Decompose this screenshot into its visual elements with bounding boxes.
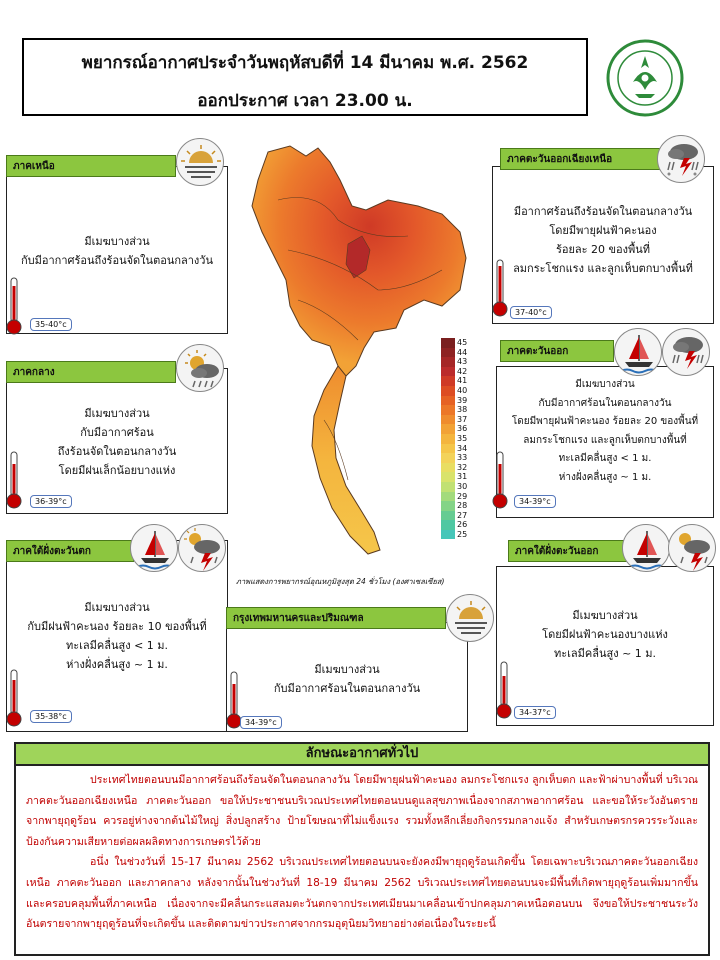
legend-label: 29 — [457, 491, 468, 501]
legend-swatch — [441, 405, 455, 415]
legend-swatch — [441, 463, 455, 473]
region-south-east-text — [500, 606, 710, 663]
legend-swatch — [441, 367, 455, 377]
region-north-label: ภาคเหนือ — [6, 155, 176, 177]
south-west-line: กับมีฝนฟ้าคะนอง ร้อยละ 10 ของพื้นที่ — [27, 620, 207, 633]
region-south-west-label: ภาคใต้ฝั่งตะวันตก — [6, 540, 134, 562]
forecast-date-title: พยากรณ์อากาศประจำวันพฤหัสบดีที่ 14 มีนาคม พ.ศ. 2562 — [81, 53, 529, 73]
legend-swatch — [441, 424, 455, 434]
map-caption: ภาพแสดงการพยากรณ์อุณหภูมิสูงสุด 24 ชั่วโมง (องศาเซลเซียส) — [236, 577, 445, 586]
east-line: โดยมีพายุฝนฟ้าคะนอง ร้อยละ 20 ของพื้นที่ — [511, 416, 699, 428]
sailboat-icon — [130, 524, 178, 572]
general-conditions-body — [26, 770, 698, 935]
south-west-line: มีเมฆบางส่วน — [84, 601, 150, 614]
northeast-line: มีอากาศร้อนถึงร้อนจัดในตอนกลางวัน — [513, 205, 693, 218]
legend-label: 43 — [457, 357, 468, 367]
bangkok-line: มีเมฆบางส่วน — [314, 663, 380, 676]
header-title-box — [22, 38, 588, 116]
legend-swatch — [441, 415, 455, 425]
legend-label: 31 — [457, 472, 468, 482]
legend-label: 32 — [457, 462, 468, 472]
central-line: มีเมฆบางส่วน — [84, 407, 150, 420]
region-south-west-text — [14, 598, 220, 674]
legend-label: 35 — [457, 433, 468, 443]
legend-label: 44 — [457, 347, 468, 357]
hailstorm-icon — [662, 328, 710, 376]
thermometer-icon — [496, 660, 512, 720]
sailboat-icon — [614, 328, 662, 376]
legend-swatch — [441, 501, 455, 511]
legend-label: 42 — [457, 366, 468, 376]
region-bangkok-label: กรุงเทพมหานครและปริมณฑล — [226, 607, 446, 629]
east-line: ห่างฝั่งคลื่นสูง ~ 1 ม. — [558, 471, 652, 483]
central-line: โดยมีฝนเล็กน้อยบางแห่ง — [58, 464, 176, 477]
south-east-line: ทะเลมีคลื่นสูง ~ 1 ม. — [553, 647, 657, 660]
region-central-temp: 36-39°c — [30, 495, 72, 508]
bangkok-line: กับมีอากาศร้อนในตอนกลางวัน — [273, 682, 421, 695]
south-east-line: มีเมฆบางส่วน — [572, 609, 638, 622]
issue-time: ออกประกาศ เวลา 23.00 น. — [197, 91, 413, 111]
thermometer-icon — [6, 276, 22, 336]
north-line: มีเมฆบางส่วน — [84, 235, 150, 248]
region-east-label: ภาคตะวันออก — [500, 340, 614, 362]
legend-label: 36 — [457, 424, 468, 434]
legend-label: 39 — [457, 395, 468, 405]
map-legend-labels — [457, 338, 467, 539]
region-east-temp: 34-39°c — [514, 495, 556, 508]
legend-swatch — [441, 338, 455, 348]
legend-swatch — [441, 511, 455, 521]
legend-label: 27 — [457, 510, 468, 520]
region-central-text — [14, 404, 220, 480]
thunderstorm-icon — [178, 524, 226, 572]
legend-swatch — [441, 434, 455, 444]
legend-swatch — [441, 396, 455, 406]
region-northeast-temp: 37-40°c — [510, 306, 552, 319]
general-conditions-heading: ลักษณะอากาศทั่วไป — [14, 742, 710, 766]
legend-swatch — [441, 530, 455, 540]
thermometer-icon — [492, 450, 508, 510]
tmd-logo — [605, 38, 685, 118]
sun-haze-icon — [176, 138, 224, 186]
general-paragraph: อนึ่ง ในช่วงวันที่ 15-17 มีนาคม 2562 บริเวณประเทศไทยตอนบนจะยังคงมีพายุฤดูร้อนเกิดขึ้น โดยเฉพาะบริเวณภาคตะวันออกเฉียงเหนือ ภาคตะวันออก และภาคกลาง หลังจากนั้นในช่วงวันที่ 18-19 มีนาคม 2562 บริเวณประเทศไทยตอนบนจะมีพื้นที่เกิดพายุฤดูร้อนเพิ่มมากขึ้น และครอบคลุมพื้นที่ภาคเหนือ เนื่องจากจะมีคลื่นกระแสลมตะวันตกจากประเทศเมียนมาเคลื่อนเข้าปกคลุมภาคเหนือตอนบน จึงขอให้ประชาชนระวังอันตรายจากพายุฤดูร้อนที่จะเกิดขึ้น และติดตามข่าวประกาศจากกรมอุตุนิยมวิทยาอย่างต่อเนื่องในระยะนี้ — [26, 856, 698, 931]
legend-label: 25 — [457, 529, 468, 539]
legend-swatch — [441, 357, 455, 367]
general-paragraph: ประเทศไทยตอนบนมีอากาศร้อนถึงร้อนจัดในตอนกลางวัน โดยมีพายุฝนฟ้าคะนอง ลมกระโชกแรง ลูกเห็บตก และฟ้าผ่าบางพื้นที่ บริเวณภาคตะวันออกเฉียงเหนือ ภาคตะวันออก ขอให้ประชาชนบริเวณประเทศไทยตอนบนดูแลสุขภาพเนื่องจากสภาพอากาศร้อน และขอให้ระวังอันตรายจากพายุฤดูร้อน ควรอยู่ห่างจากต้นไม้ใหญ่ สิ่งปลูกสร้าง ป้ายโฆษณาที่ไม่แข็งแรง รวมทั้งหลีกเลี่ยงกิจกรรมกลางแจ้ง สำหรับเกษตรกรควรระวังและป้องกันความเสียหายต่อผลผลิตทางการเกษตรไว้ด้วย — [26, 774, 698, 848]
hailstorm-icon — [657, 135, 705, 183]
region-north-temp: 35-40°c — [30, 318, 72, 331]
east-line: ลมกระโชกแรง และลูกเห็บตกบางพื้นที่ — [523, 434, 687, 446]
region-northeast-label: ภาคตะวันออกเฉียงเหนือ — [500, 148, 662, 170]
south-west-line: ทะเลมีคลื่นสูง < 1 ม. — [65, 639, 169, 652]
region-bangkok-temp: 34-39°c — [240, 716, 282, 729]
legend-swatch — [441, 492, 455, 502]
northeast-line: ลมกระโชกแรง และลูกเห็บตกบางพื้นที่ — [513, 262, 693, 275]
east-line: มีเมฆบางส่วน — [575, 379, 635, 390]
legend-label: 37 — [457, 414, 468, 424]
sailboat-icon — [622, 524, 670, 572]
thermometer-icon — [6, 450, 22, 510]
region-east-text — [500, 376, 710, 488]
legend-label: 38 — [457, 405, 468, 415]
legend-label: 33 — [457, 453, 468, 463]
legend-label: 28 — [457, 501, 468, 511]
legend-label: 41 — [457, 376, 468, 386]
map-legend — [441, 338, 455, 539]
thermometer-icon — [6, 668, 22, 728]
legend-swatch — [441, 520, 455, 530]
legend-swatch — [441, 348, 455, 358]
legend-swatch — [441, 482, 455, 492]
legend-swatch — [441, 386, 455, 396]
northeast-line: ร้อยละ 20 ของพื้นที่ — [555, 243, 651, 256]
map-peninsula — [312, 366, 380, 554]
legend-label: 34 — [457, 443, 468, 453]
legend-swatch — [441, 472, 455, 482]
region-south-east-label: ภาคใต้ฝั่งตะวันออก — [508, 540, 630, 562]
sun-haze-icon — [446, 594, 494, 642]
northeast-line: โดยมีพายุฝนฟ้าคะนอง — [549, 224, 657, 237]
region-north-text — [14, 232, 220, 270]
legend-label: 30 — [457, 481, 468, 491]
general-conditions-box — [14, 742, 710, 956]
central-line: กับมีอากาศร้อน — [80, 426, 154, 439]
legend-swatch — [441, 453, 455, 463]
region-south-west-temp: 35-38°c — [30, 710, 72, 723]
north-line: กับมีอากาศร้อนถึงร้อนจัดในตอนกลางวัน — [21, 254, 213, 267]
thermometer-icon — [492, 258, 508, 318]
legend-label: 45 — [457, 338, 468, 347]
legend-swatch — [441, 444, 455, 454]
east-line: ทะเลมีคลื่นสูง < 1 ม. — [558, 453, 652, 465]
region-south-east-temp: 34-37°c — [514, 706, 556, 719]
legend-label: 26 — [457, 520, 468, 530]
region-bangkok-text — [234, 660, 460, 698]
sun-cloud-rain-icon — [176, 344, 224, 392]
east-line: กับมีอากาศร้อนในตอนกลางวัน — [538, 397, 672, 409]
legend-swatch — [441, 376, 455, 386]
central-line: ถึงร้อนจัดในตอนกลางวัน — [57, 445, 177, 458]
legend-label: 40 — [457, 385, 468, 395]
region-central-label: ภาคกลาง — [6, 361, 176, 383]
south-west-line: ห่างฝั่งคลื่นสูง ~ 1 ม. — [66, 658, 168, 671]
south-east-line: โดยมีฝนฟ้าคะนองบางแห่ง — [542, 628, 668, 641]
thunderstorm-icon — [668, 524, 716, 572]
region-northeast-text — [500, 202, 706, 278]
